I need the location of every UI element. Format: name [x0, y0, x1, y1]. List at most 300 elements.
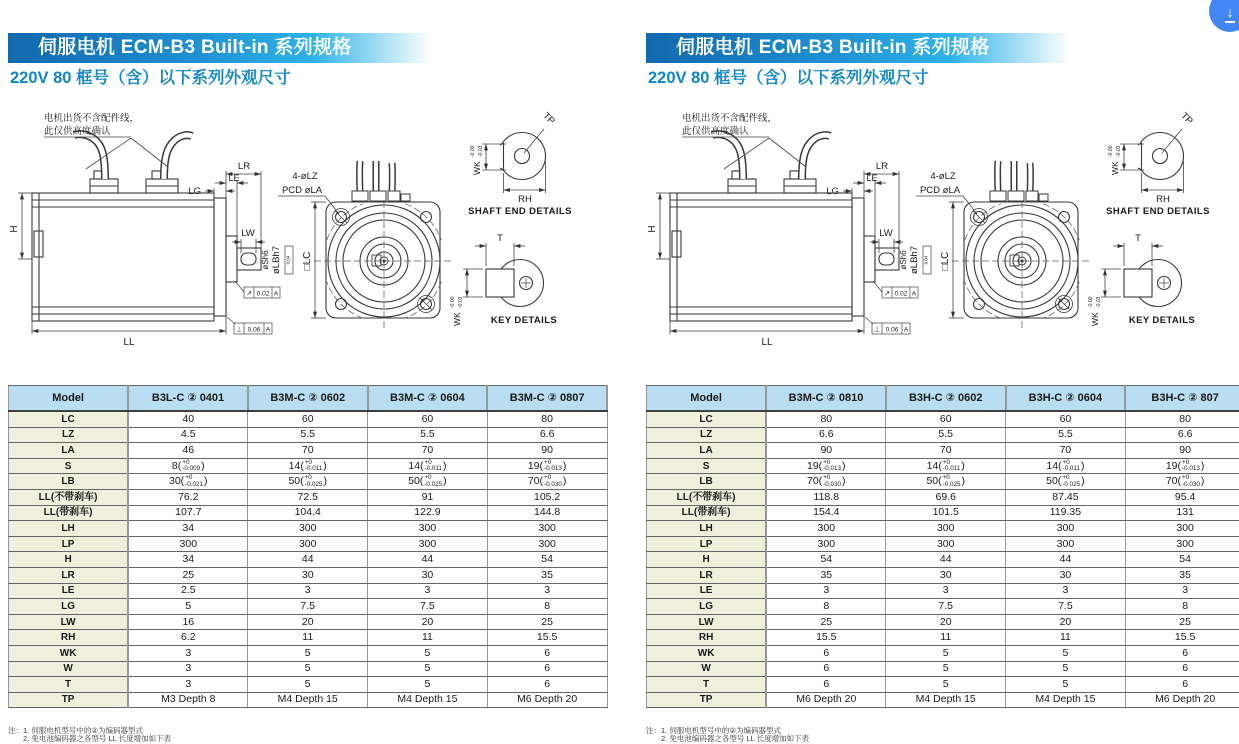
dimension-value: M4 Depth 15	[368, 692, 488, 708]
svg-text:-0.00: -0.00	[1108, 145, 1114, 157]
front-view-centerlines	[952, 191, 1092, 331]
dimension-value: 5	[886, 645, 1006, 661]
row-label: WK	[647, 645, 767, 661]
dimension-value: M6 Depth 20	[766, 692, 886, 708]
svg-text:0.06: 0.06	[247, 326, 261, 334]
dimension-value: 300	[368, 521, 488, 537]
dimension-value: 6	[487, 661, 607, 677]
dimension-value: 3	[886, 583, 1006, 599]
svg-text:-0.00: -0.00	[1088, 296, 1094, 308]
dimension-value: 19( +0 -0.013 )	[487, 458, 607, 474]
dimension-value: M4 Depth 15	[886, 692, 1006, 708]
dim-label-lc: □LC	[302, 251, 313, 271]
perpendicularity-tolerance-frame	[865, 317, 910, 334]
dimension-value: 8	[1125, 599, 1239, 615]
pcd-leader	[916, 196, 977, 214]
dimension-value: 11	[248, 630, 368, 646]
download-icon: ↓	[1226, 4, 1234, 21]
header-row	[9, 386, 608, 412]
table-row	[647, 599, 1239, 615]
dim-label-t: T	[497, 233, 503, 244]
dimension-value: 8( +0 -0.009 )	[128, 458, 248, 474]
dimension-value: 70( +0 -0.030 )	[487, 474, 607, 490]
dimension-value: 72.5	[248, 489, 368, 505]
dimension-value: 118.8	[766, 489, 886, 505]
row-label: S	[647, 458, 767, 474]
table-row	[9, 521, 608, 537]
dimension-value: 44	[368, 552, 488, 568]
svg-text:⊥: ⊥	[235, 326, 243, 334]
svg-text:A: A	[903, 326, 909, 334]
svg-text:WK: WK	[472, 161, 482, 175]
table-row	[9, 489, 608, 505]
dim-label-lw: LW	[879, 228, 893, 239]
dimension-value: M6 Depth 20	[487, 692, 607, 708]
dimension-value: M4 Depth 15	[1006, 692, 1126, 708]
table-row	[647, 677, 1239, 693]
dimension-value: 25	[128, 567, 248, 583]
column-header: B3M-C ② 0810	[766, 386, 886, 412]
dimension-value: 300	[1006, 536, 1126, 552]
dimension-value: 300	[1125, 536, 1239, 552]
dimension-value: 14( +0 -0.011 )	[886, 458, 1006, 474]
dimension-value: 44	[886, 552, 1006, 568]
dimension-value: 19( +0 -0.013 )	[1125, 458, 1239, 474]
dimension-value: 5	[368, 645, 488, 661]
dimension-value: 300	[248, 521, 368, 537]
dimension-value: 3	[248, 583, 368, 599]
dimension-value: 50( +0 -0.025 )	[1006, 474, 1126, 490]
column-header: B3M-C ② 0602	[248, 386, 368, 412]
dimension-value: 154.4	[766, 505, 886, 521]
table-row	[647, 661, 1239, 677]
table-row	[647, 630, 1239, 646]
dimension-value: 107.7	[128, 505, 248, 521]
dimension-lines	[656, 171, 903, 334]
svg-text:A: A	[273, 290, 279, 298]
dim-label-lr: LR	[237, 161, 251, 172]
footnote-line: 注：1. 伺服电机型号中的②为编码器型式	[8, 726, 144, 735]
dimension-value: 5	[368, 677, 488, 693]
dim-label-rh: RH	[1156, 194, 1170, 205]
dimension-value: 6.6	[766, 427, 886, 443]
pcd-label: PCD øLA	[281, 185, 323, 196]
row-label: LZ	[647, 427, 767, 443]
row-label: S	[9, 458, 129, 474]
row-label: LC	[647, 411, 767, 427]
dimension-value: 50( +0 -0.025 )	[368, 474, 488, 490]
key-detail-caption: KEY DETAILS	[490, 315, 558, 326]
dimension-value: 300	[368, 536, 488, 552]
dimension-value: 54	[766, 552, 886, 568]
key-detail-caption: KEY DETAILS	[1128, 315, 1196, 326]
dimension-value: 54	[487, 552, 607, 568]
table-row	[9, 443, 608, 459]
dimension-value: 6	[1125, 661, 1239, 677]
dimension-value: 104.4	[248, 505, 368, 521]
dimension-table	[8, 385, 608, 708]
dimension-value: 6	[487, 645, 607, 661]
drawing-area	[646, 103, 1239, 355]
table-row	[9, 474, 608, 490]
dimension-value: 300	[766, 521, 886, 537]
dimension-value: 4.5	[128, 427, 248, 443]
table-row	[647, 614, 1239, 630]
svg-text:↗: ↗	[246, 290, 252, 298]
dimension-value: 5	[1006, 645, 1126, 661]
shaft-end-dimensions	[1120, 129, 1184, 193]
svg-text:0.02: 0.02	[894, 290, 908, 298]
dimension-value: 7.5	[248, 599, 368, 615]
dimension-value: 11	[1006, 630, 1126, 646]
dimension-value: 19( +0 -0.013 )	[766, 458, 886, 474]
row-label: LP	[9, 536, 129, 552]
section-banner: 伺服电机 ECM-B3 Built-in 系列规格	[646, 33, 1070, 63]
dimension-value: 20	[1006, 614, 1126, 630]
tp-label	[540, 111, 556, 127]
column-header: B3H-C ② 0602	[886, 386, 1006, 412]
row-label: LR	[647, 567, 767, 583]
model-column-header: Model	[9, 386, 129, 412]
dimension-value: 14( +0 -0.011 )	[368, 458, 488, 474]
cable-note-line1: 电机出货不含配件线，	[682, 113, 778, 124]
dimension-value: 95.4	[1125, 489, 1239, 505]
dimension-value: 6	[1125, 677, 1239, 693]
dimension-value: 70( +0 -0.030 )	[766, 474, 886, 490]
row-label: LL(带刹车)	[647, 505, 767, 521]
model-column-header: Model	[647, 386, 767, 412]
dimension-value: 300	[1125, 521, 1239, 537]
dim-label-ll: LL	[123, 337, 135, 348]
dimension-value: 70	[1006, 443, 1126, 459]
footnotes	[646, 727, 809, 743]
table-row	[647, 692, 1239, 708]
motor-dimension-drawing	[8, 103, 628, 355]
table-row	[647, 645, 1239, 661]
table-row	[647, 427, 1239, 443]
dimension-value: 14( +0 -0.011 )	[1006, 458, 1126, 474]
svg-text:A: A	[265, 326, 271, 334]
dimension-value: 6	[766, 645, 886, 661]
table-row	[9, 645, 608, 661]
dimension-value: 87.45	[1006, 489, 1126, 505]
svg-text:0.06: 0.06	[885, 326, 899, 334]
dimension-value: 20	[886, 614, 1006, 630]
svg-text:-0.03: -0.03	[1116, 145, 1122, 157]
runout-tolerance-frame	[873, 281, 918, 298]
table-row	[647, 521, 1239, 537]
dimension-value: 300	[487, 536, 607, 552]
svg-text:WK: WK	[452, 312, 462, 326]
cable-note-line2: 此仅供高度确认	[682, 126, 749, 137]
svg-text:WK: WK	[1110, 161, 1120, 175]
shaft-diameter-label: øSh6	[899, 250, 908, 270]
dimension-value: 5	[886, 661, 1006, 677]
dimension-value: 5.5	[368, 427, 488, 443]
tolerance-mini-value: 0.04	[285, 255, 291, 265]
pilot-diameter-label: øLBh7	[909, 246, 920, 274]
dimension-value: 70	[886, 443, 1006, 459]
table-row	[9, 583, 608, 599]
dimension-value: 5	[248, 645, 368, 661]
dimension-value: 6	[766, 677, 886, 693]
row-label: LR	[9, 567, 129, 583]
table-row	[9, 427, 608, 443]
dimension-value: 20	[368, 614, 488, 630]
table-row	[9, 692, 608, 708]
table-row	[647, 552, 1239, 568]
dimension-lines	[18, 171, 265, 334]
wk-tolerance-label-key	[450, 296, 464, 326]
tolerance-mini-value: 0.04	[923, 255, 929, 265]
shaft-diameter-label: øSh6	[261, 250, 270, 270]
side-view	[32, 171, 261, 321]
dimension-value: 44	[1006, 552, 1126, 568]
table-row	[9, 567, 608, 583]
dimension-value: 5	[248, 661, 368, 677]
front-view-connectors	[352, 191, 410, 201]
row-label: H	[9, 552, 129, 568]
dimension-value: 15.5	[487, 630, 607, 646]
row-label: W	[9, 661, 129, 677]
column-header: B3L-C ② 0401	[128, 386, 248, 412]
row-label: LC	[9, 411, 129, 427]
row-label: LG	[9, 599, 129, 615]
row-label: LG	[647, 599, 767, 615]
dim-label-lg: LG	[826, 186, 839, 197]
table-row	[9, 536, 608, 552]
drawing-area	[8, 103, 628, 355]
row-label: RH	[647, 630, 767, 646]
dimension-value: 11	[368, 630, 488, 646]
row-label: H	[647, 552, 767, 568]
dimension-value: 5.5	[1006, 427, 1126, 443]
row-label: LB	[647, 474, 767, 490]
dimension-value: 2.5	[128, 583, 248, 599]
dimension-value: 3	[1006, 583, 1126, 599]
column-header: B3H-C ② 0604	[1006, 386, 1126, 412]
footnote-line: 注：1. 伺服电机型号中的②为编码器型式	[646, 726, 782, 735]
dimension-value: 40	[128, 411, 248, 427]
shaft-end-caption: SHAFT END DETAILS	[468, 206, 572, 217]
dimension-value: M6 Depth 20	[1125, 692, 1239, 708]
dimension-value: 3	[487, 583, 607, 599]
row-label: LW	[9, 614, 129, 630]
svg-text:-0.00: -0.00	[470, 145, 476, 157]
dimension-value: 76.2	[128, 489, 248, 505]
dimension-value: 3	[766, 583, 886, 599]
cables	[712, 134, 830, 179]
row-label: LA	[9, 443, 129, 459]
table-row	[9, 458, 608, 474]
dimension-value: 60	[886, 411, 1006, 427]
row-label: RH	[9, 630, 129, 646]
row-label: LE	[9, 583, 129, 599]
dimension-value: 5	[1006, 677, 1126, 693]
section-subtitle: 220V 80 框号（含）以下系列外观尺寸	[10, 69, 291, 87]
row-label: LL(带刹车)	[9, 505, 129, 521]
dimension-value: 25	[487, 614, 607, 630]
dimension-value: 5	[886, 677, 1006, 693]
dimension-value: 14( +0 -0.011 )	[248, 458, 368, 474]
svg-text:A: A	[911, 290, 917, 298]
dimension-value: 6.6	[1125, 427, 1239, 443]
dimension-value: 300	[248, 536, 368, 552]
motor-dimension-drawing	[646, 103, 1239, 355]
dimension-value: 7.5	[1006, 599, 1126, 615]
dimension-value: 5	[1006, 661, 1126, 677]
dimension-value: 30	[368, 567, 488, 583]
dim-label-lw: LW	[241, 228, 255, 239]
dimension-value: 35	[1125, 567, 1239, 583]
column-header: B3M-C ② 0604	[368, 386, 488, 412]
dimension-value: 7.5	[886, 599, 1006, 615]
dim-label-le: LE	[866, 173, 878, 183]
wk-tolerance-label-key	[1088, 296, 1102, 326]
table-row	[647, 443, 1239, 459]
dimension-value: 70	[248, 443, 368, 459]
shaft-end-caption: SHAFT END DETAILS	[1106, 206, 1210, 217]
dim-label-le: LE	[228, 173, 240, 183]
runout-tolerance-frame	[235, 281, 280, 298]
dimension-value: 119.35	[1006, 505, 1126, 521]
dimension-value: 5	[128, 599, 248, 615]
table-row	[647, 505, 1239, 521]
cables	[74, 134, 192, 179]
dimension-value: 122.9	[368, 505, 488, 521]
table-row	[9, 505, 608, 521]
table-row	[9, 630, 608, 646]
svg-text:-0.03: -0.03	[1096, 296, 1102, 308]
wk-tolerance-label-shaft	[470, 145, 484, 175]
table-row	[647, 411, 1239, 427]
dimension-value: 300	[1006, 521, 1126, 537]
dimension-value: 30	[886, 567, 1006, 583]
dimension-value: 6	[487, 677, 607, 693]
footnotes	[8, 727, 171, 743]
dimension-value: 25	[1125, 614, 1239, 630]
row-label: WK	[9, 645, 129, 661]
table-row	[647, 567, 1239, 583]
dimension-value: 16	[128, 614, 248, 630]
dimension-table	[646, 385, 1239, 708]
row-label: LL(不带刹车)	[9, 489, 129, 505]
dimension-value: 54	[1125, 552, 1239, 568]
front-view-connectors	[990, 191, 1048, 201]
header-row	[647, 386, 1239, 412]
footnote-line: 2. 免电池编码器之各型号 LL 长度增加如下表	[23, 734, 172, 743]
row-label: LZ	[9, 427, 129, 443]
wk-tolerance-label-shaft	[1108, 145, 1122, 175]
svg-text:-0.03: -0.03	[458, 296, 464, 308]
front-view	[326, 202, 440, 318]
dimension-value: 30	[248, 567, 368, 583]
dimension-value: 300	[766, 536, 886, 552]
row-label: TP	[647, 692, 767, 708]
dimension-value: 30	[1006, 567, 1126, 583]
dimension-value: 6.6	[487, 427, 607, 443]
section-subtitle: 220V 80 框号（含）以下系列外观尺寸	[648, 69, 929, 87]
dimension-value: 5.5	[886, 427, 1006, 443]
dimension-value: 34	[128, 552, 248, 568]
dimension-value: 60	[368, 411, 488, 427]
svg-text:⊥: ⊥	[873, 326, 881, 334]
row-label: W	[647, 661, 767, 677]
bolt-holes-label: 4-øLZ	[292, 171, 318, 182]
dimension-value: 60	[248, 411, 368, 427]
dimension-value: 70( +0 -0.030 )	[1125, 474, 1239, 490]
bolt-holes-label: 4-øLZ	[930, 171, 956, 182]
dimension-value: 90	[1125, 443, 1239, 459]
dimension-value: 35	[766, 567, 886, 583]
lc-dimension	[949, 202, 964, 318]
dimension-value: 80	[766, 411, 886, 427]
table-row	[9, 661, 608, 677]
front-view	[964, 202, 1078, 318]
pcd-leader	[278, 196, 339, 214]
svg-text:WK: WK	[1090, 312, 1100, 326]
dimension-value: M4 Depth 15	[248, 692, 368, 708]
dimension-value: 69.6	[886, 489, 1006, 505]
dim-label-ll: LL	[761, 337, 773, 348]
table-row	[9, 552, 608, 568]
svg-text:↗: ↗	[884, 290, 890, 298]
dimension-value: 131	[1125, 505, 1239, 521]
key-detail	[1124, 260, 1182, 307]
row-label: T	[9, 677, 129, 693]
shaft-end-dimensions	[482, 129, 546, 193]
table-row	[647, 489, 1239, 505]
dimension-value: 34	[128, 521, 248, 537]
dimension-value: 80	[487, 411, 607, 427]
dimension-value: 5	[368, 661, 488, 677]
dimension-value: 11	[886, 630, 1006, 646]
tp-label	[1178, 111, 1194, 127]
svg-text:0.02: 0.02	[256, 290, 270, 298]
dimension-value: 15.5	[766, 630, 886, 646]
dimension-value: 90	[487, 443, 607, 459]
dimension-value: 44	[248, 552, 368, 568]
row-label: TP	[9, 692, 129, 708]
dimension-value: 80	[1125, 411, 1239, 427]
dimension-value: 3	[128, 661, 248, 677]
dimension-value: 8	[766, 599, 886, 615]
row-label: LE	[647, 583, 767, 599]
dim-label-lr: LR	[875, 161, 889, 172]
dimension-value: 144.8	[487, 505, 607, 521]
dimension-value: 30( +0 -0.021 )	[128, 474, 248, 490]
dim-label-rh: RH	[518, 194, 532, 205]
dimension-value: 3	[128, 645, 248, 661]
dimension-value: 15.5	[1125, 630, 1239, 646]
dimension-value: 25	[766, 614, 886, 630]
pilot-diameter-label: øLBh7	[271, 246, 282, 274]
dimension-value: 20	[248, 614, 368, 630]
dim-label-h: H	[647, 225, 658, 233]
column-header: B3M-C ② 0807	[487, 386, 607, 412]
shaft-end-detail	[494, 133, 546, 180]
dimension-value: 300	[886, 536, 1006, 552]
dimension-value: 8	[487, 599, 607, 615]
dimension-value: 91	[368, 489, 488, 505]
lc-dimension	[311, 202, 326, 318]
svg-text:-0.00: -0.00	[450, 296, 456, 308]
table-row	[9, 599, 608, 615]
section-banner: 伺服电机 ECM-B3 Built-in 系列规格	[8, 33, 432, 63]
table-row	[647, 583, 1239, 599]
dimension-value: 6	[1125, 645, 1239, 661]
dimension-value: 5	[248, 677, 368, 693]
